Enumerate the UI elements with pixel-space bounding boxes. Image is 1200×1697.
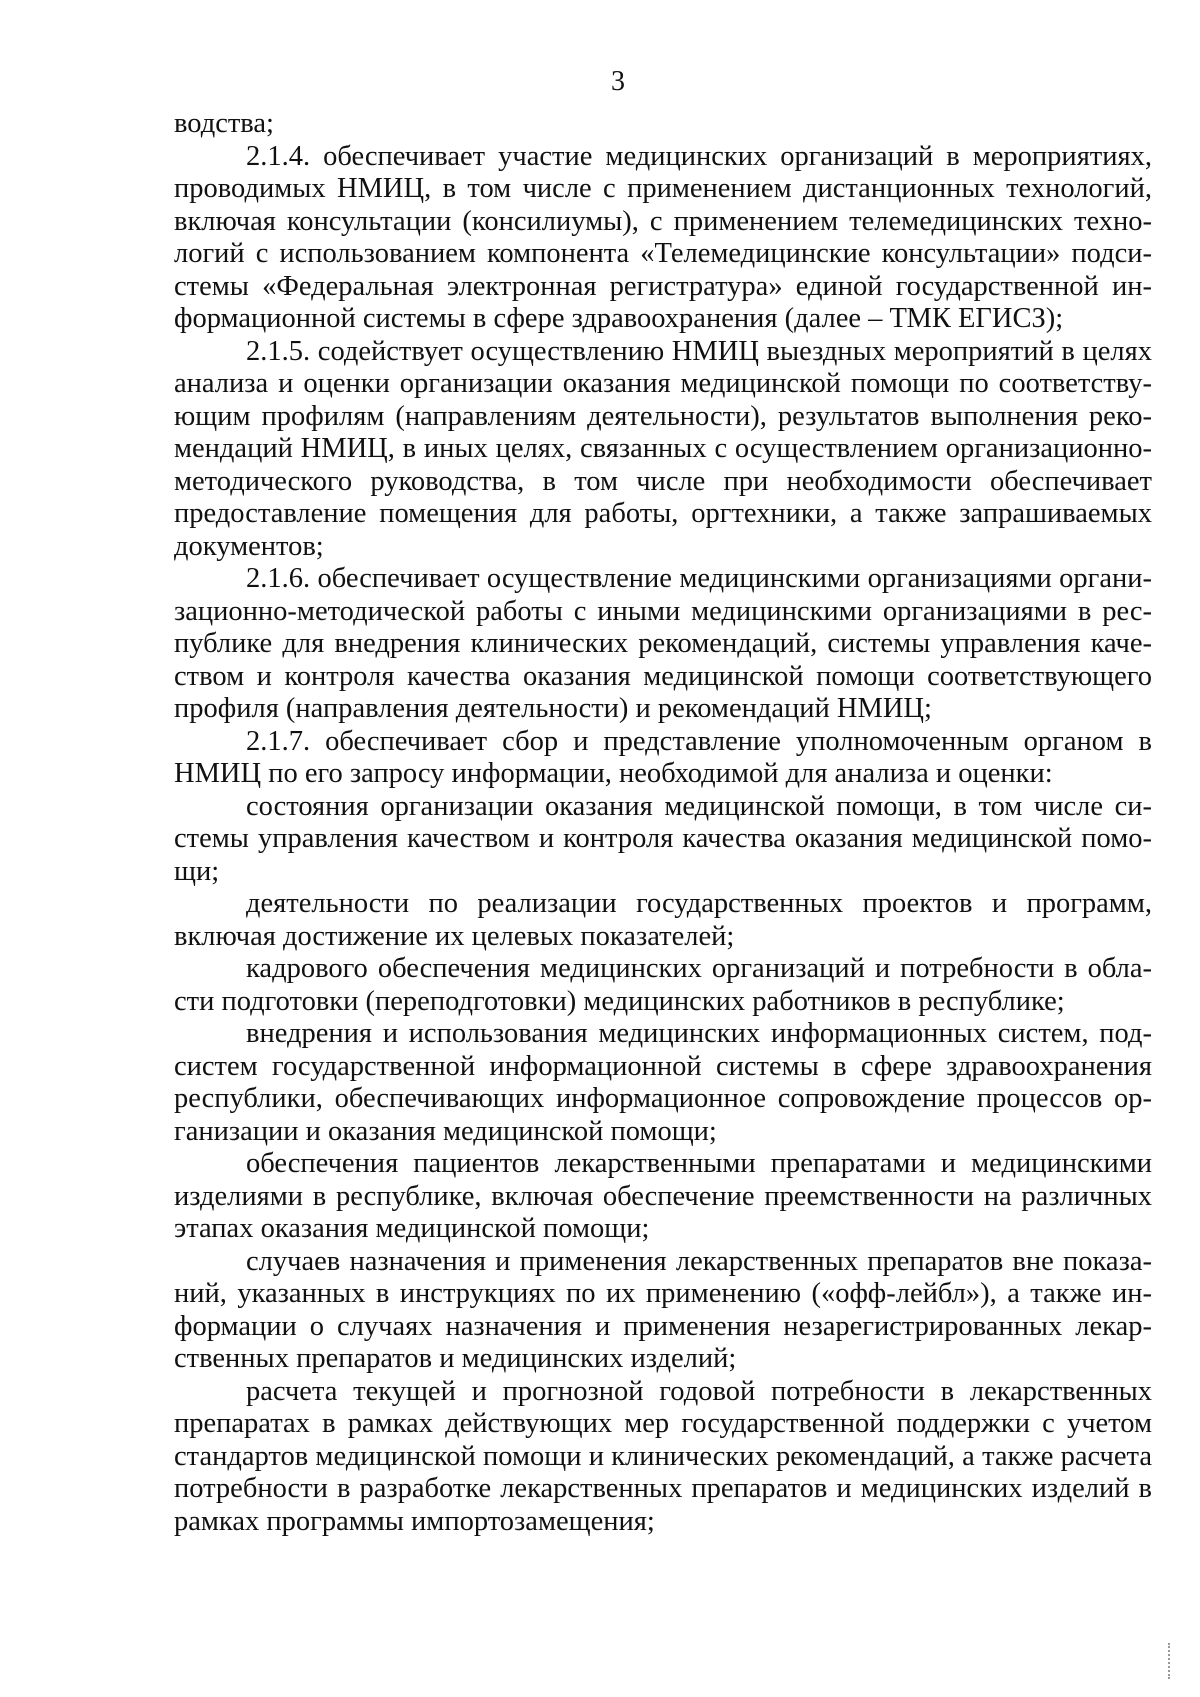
list-item-information-systems: внедрения и использования медицинских информационных систем, подсистем государственной информационной системы в сфере здравоохранения республики, обеспечивающих информационное сопровождение процессов организации и оказания медицинской помощи; — [174, 1018, 1152, 1147]
list-item-demand-calculation: расчета текущей и прогнозной годовой потребности в лекарственных препаратах в рамках действующих мер государственной поддержки с учетом стандартов медицинской помощи и клинических рекомендаций, а также расчета потребности в разработке лекарственных препаратов и медицинских изделий в рамках программы импортозамещения; — [174, 1375, 1152, 1537]
paragraph-2-1-6: 2.1.6. обеспечивает осуществление медицинскими организациями организационно-методической работы с иными медицинскими организациями в республике для внедрения клинических рекомендаций, системы управления качеством и контроля качества оказания медицинской помощи соответствующего профиля (направления деятельности) и рекомендаций НМИЦ; — [174, 563, 1152, 724]
list-item-drug-supply: обеспечения пациентов лекарственными препаратами и медицинскими изделиями в республике, включая обеспечение преемственности на различных этапах оказания медицинской помощи; — [174, 1148, 1152, 1244]
page-number: 3 — [611, 66, 625, 97]
document-body — [174, 108, 1152, 1538]
paragraph-2-1-4: 2.1.4. обеспечивает участие медицинских организаций в мероприятиях, проводимых НМИЦ, в том числе с применением дистанционных технологий, включая консультации (консилиумы), с применением телемедицинских технологий с использованием компонента «Телемедицинские консультации» подсистемы «Федеральная электронная регистратура» единой государственной информационной системы в сфере здравоохранения (далее – ТМК ЕГИСЗ); — [174, 140, 1152, 334]
paragraph-2-1-5: 2.1.5. содействует осуществлению НМИЦ выездных мероприятий в целях анализа и оценки организации оказания медицинской помощи по соответствующим профилям (направлениям деятельности), результатов выполнения рекомендаций НМИЦ, в иных целях, связанных с осуществлением организационно-методического руководства, в том числе при необходимости обеспечивает предоставление помещения для работы, оргтехники, а также запрашиваемых документов; — [174, 335, 1152, 562]
list-item-quality-management: состояния организации оказания медицинской помощи, в том числе системы управления качеством и контроля качества оказания медицинской помощи; — [174, 790, 1152, 887]
paragraph-2-1-7: 2.1.7. обеспечивает сбор и представление уполномоченным органом в НМИЦ по его запросу информации, необходимой для анализа и оценки: — [174, 725, 1152, 789]
scan-artifact — [1168, 1643, 1174, 1679]
list-item-staffing: кадрового обеспечения медицинских организаций и потребности в области подготовки (переподготовки) медицинских работников в республике; — [174, 953, 1152, 1017]
list-item-state-programs: деятельности по реализации государственных проектов и программ, включая достижение их целевых показателей; — [174, 888, 1152, 952]
list-item-off-label: случаев назначения и применения лекарственных препаратов вне показаний, указанных в инструкциях по их применению («офф-лейбл»), а также информации о случаях назначения и применения незарегистрированных лекарственных препаратов и медицинских изделий; — [174, 1245, 1152, 1374]
paragraph-continuation: водства; — [174, 108, 274, 139]
